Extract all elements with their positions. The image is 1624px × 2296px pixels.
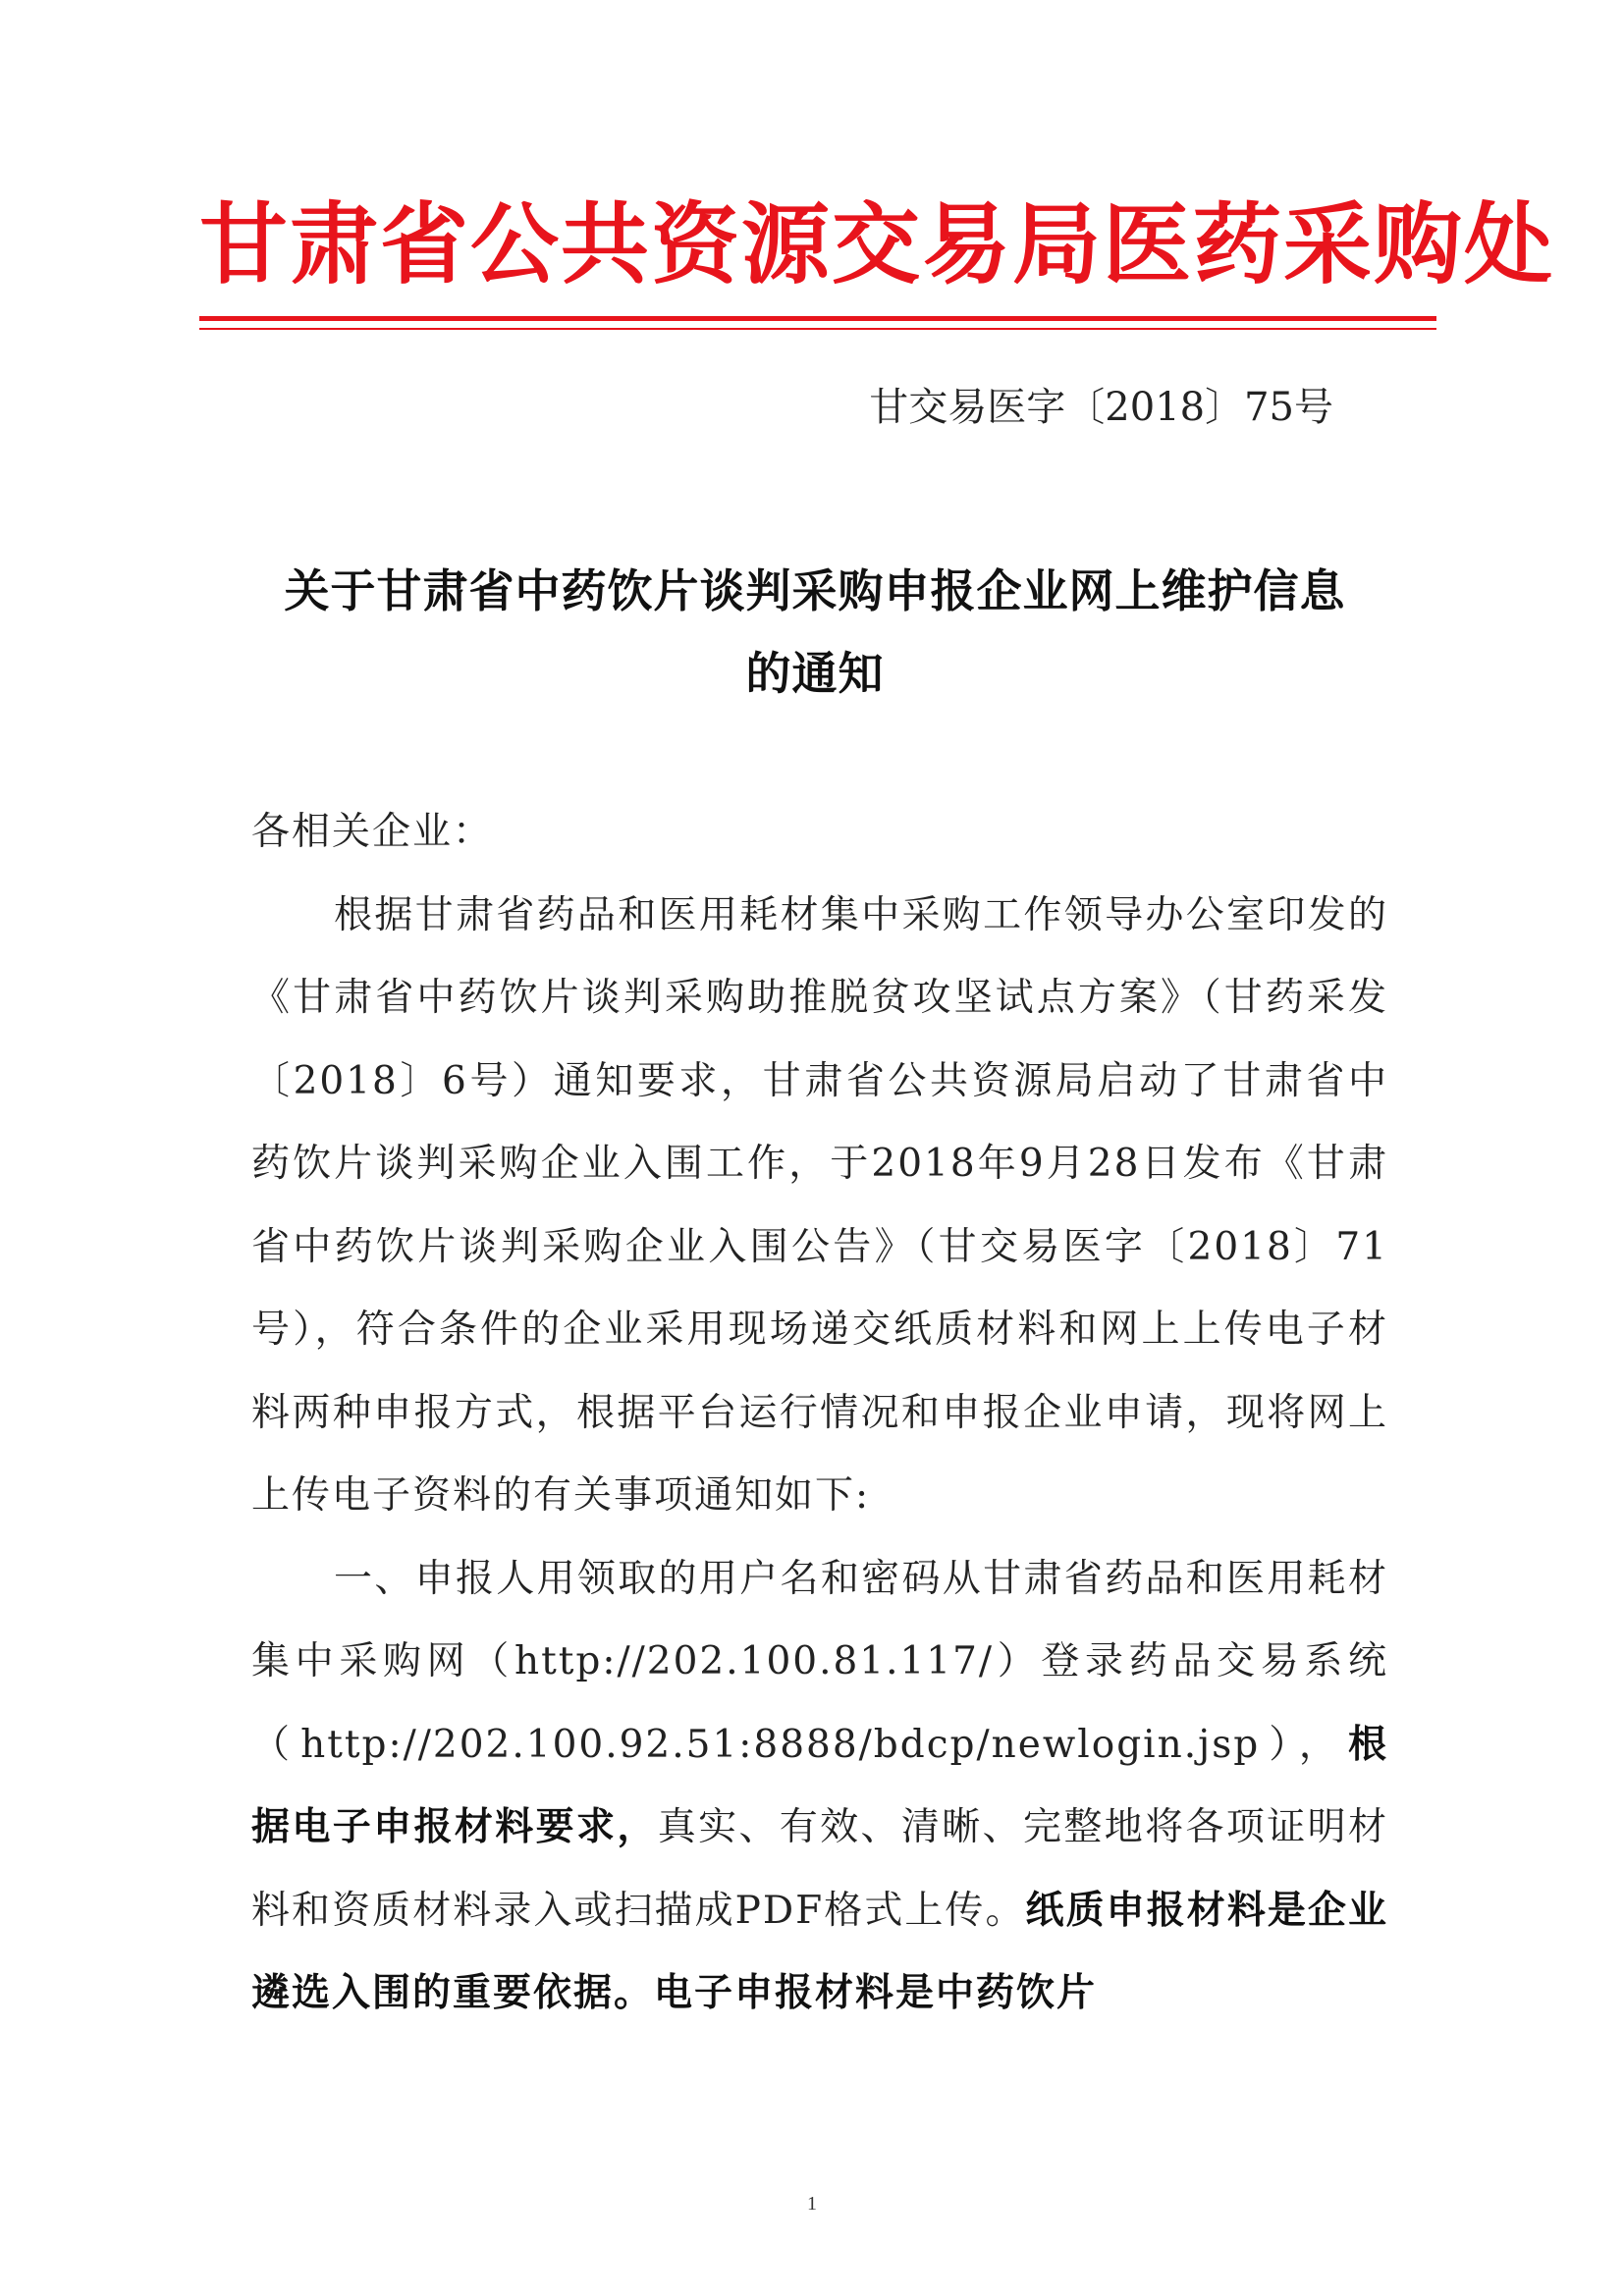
page-number: 1 bbox=[807, 2193, 817, 2215]
document-body bbox=[251, 791, 1388, 2036]
paragraph-2 bbox=[251, 1538, 1388, 2036]
document-title-line2: 的通知 bbox=[745, 647, 885, 700]
header-rule-thin bbox=[199, 328, 1436, 330]
header-rule-thick bbox=[199, 316, 1436, 321]
document-number: 甘交易医字〔2018〕75号 bbox=[869, 385, 1333, 430]
document-title-line1: 关于甘肃省中药饮片谈判采购申报企业网上维护信息 bbox=[284, 564, 1346, 617]
paragraph-1: 根据甘肃省药品和医用耗材集中采购工作领导办公室印发的《甘肃省中药饮片谈判采购助推脱贫攻坚试点方案》（甘药采发〔2018〕6号）通知要求，甘肃省公共资源局启动了甘肃省中药饮片谈判采购企业入围工作，于2018年9月28日发布《甘肃省中药饮片谈判采购企业入围公告》（甘交易医字〔2018〕71号），符合条件的企业采用现场递交纸质材料和网上上传电子材料两种申报方式，根据平台运行情况和申报企业申请，现将网上上传电子资料的有关事项通知如下: bbox=[251, 892, 1388, 1518]
paragraph-2-bold-1: 根据电子申报材料要求， bbox=[251, 1722, 1388, 1849]
paragraph-2-text-1: 一、申报人用领取的用户名和密码从甘肃省药品和医用耗材集中采购网（http://202.100.81.117/）登录药品交易系统（http://202.100.92.51:8888/bdcp/newlogin.jsp）， bbox=[251, 1556, 1388, 1767]
document-title bbox=[236, 550, 1394, 715]
paragraph-2-text-2: 真实、有效、清晰、完整地将各项证明材料和资质材料录入或扫描成PDF格式上传。 bbox=[251, 1805, 1388, 1933]
paragraph-2-bold-2: 纸质申报材料是企业遴选入围的重要依据。电子申报材料是中药饮片 bbox=[251, 1888, 1388, 2015]
salutation: 各相关企业： bbox=[251, 810, 494, 854]
org-header-title: 甘肃省公共资源交易局医药采购处 bbox=[199, 193, 1554, 296]
